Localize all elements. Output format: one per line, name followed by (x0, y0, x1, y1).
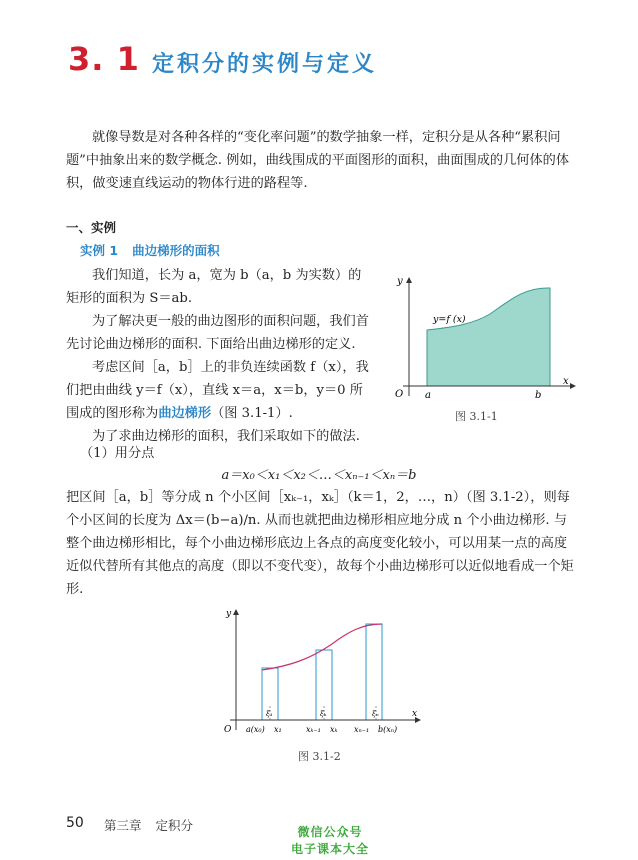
tick-b-xn: b(xₙ) (378, 725, 398, 734)
curve-label: y=f (x) (433, 314, 466, 325)
curve-f (262, 624, 382, 670)
xik-label: ξₖ (320, 710, 327, 718)
partition-formula: a＝x₀＜x₁＜x₂＜…＜xₙ₋₁＜xₙ＝b (221, 468, 417, 483)
tick-xk: xₖ (330, 725, 338, 734)
example-label: 实例 1 (80, 243, 119, 258)
chapter-number: 第三章 (104, 818, 142, 833)
xin-label: ξₙ (372, 710, 379, 718)
paragraph-general: 为了解决更一般的曲边图形的面积问题，我们首先讨论曲边梯形的面积. 下面给出曲边梯形的定义. (66, 314, 369, 352)
tick-xk-1: xₖ₋₁ (306, 725, 321, 734)
intro-paragraph: 就像导数是对各种各样的“变化率问题”的数学抽象一样，定积分是从各种“累积问题”中抽象出来的数学概念. 例如，曲线围成的平面图形的面积，曲面围成的几何体的体积，做变速直线运动的物体行进的路程等. (66, 130, 570, 191)
definition-text: 考虑区间［a，b］上的非负连续函数 f（x），我们把由曲线 y＝f（x），直线 x＝a，x＝b，y＝0 所围成的图形称为 (66, 360, 369, 421)
chapter-footer (104, 816, 207, 834)
x-axis-label: x (412, 709, 418, 719)
b-label: b (535, 390, 542, 401)
paragraph-method: 为了求曲边梯形的面积，我们采取如下的做法. (92, 429, 360, 444)
a-label: a (425, 390, 431, 401)
paragraph-definition (66, 356, 370, 425)
figure-3-1-1 (385, 272, 585, 402)
watermark-line1: 微信公众号 (297, 825, 363, 839)
paragraph-partition: 把区间［a，b］等分成 n 个小区间［xₖ₋₁，xₖ］（k＝1，2，…，n）（图 3.1-2），则每个小区间的长度为 Δx＝(b−a)/n. 从而也就把曲边梯形相应地分成 n 个小曲边梯形. 与整个曲边梯形相比，每个小曲边梯形底边上各点的高度变化较小，可以用某一点的高度近似代替所有其他点的高度（即以不变代变），故每个小曲边梯形可以近似地看成一个矩形. (66, 490, 574, 597)
section-number: 3. 1 (68, 40, 140, 78)
section-title: 定积分的实例与定义 (152, 52, 378, 77)
y-axis-label: y (397, 276, 403, 287)
left-column-text (66, 264, 370, 448)
y-axis-label: y (226, 609, 232, 619)
origin-label: O (395, 389, 404, 400)
curved-trapezoid-area (427, 288, 550, 386)
x-axis-label: x (563, 376, 569, 387)
example-title: 曲边梯形的面积 (132, 243, 220, 258)
figure-3-1-2-caption: 图 3.1-2 (298, 750, 341, 763)
chapter-title: 定积分 (155, 818, 194, 833)
page-number: 50 (66, 815, 84, 831)
definition-ref: （图 3.1-1）. (211, 406, 293, 421)
heading-examples: 一、实例 (66, 220, 117, 235)
figure-3-1-1-caption: 图 3.1-1 (455, 410, 498, 423)
watermark-line2: 电子课本大全 (290, 842, 369, 856)
paragraph-rectangle: 我们知道，长为 a，宽为 b（a，b 为实数）的矩形的面积为 S＝ab. (66, 268, 362, 306)
definition-term: 曲边梯形 (158, 406, 212, 421)
strip-n (366, 624, 382, 720)
tick-a-x0: a(x₀) (246, 725, 265, 734)
tick-xn-1: xₙ₋₁ (354, 725, 370, 734)
step-1: （1）用分点 (80, 446, 155, 461)
tick-x1: x₁ (274, 725, 282, 734)
xi1-label: ξ₁ (266, 710, 273, 718)
origin-label: O (224, 725, 232, 735)
watermark (270, 824, 390, 858)
figure-3-1-2 (220, 604, 430, 744)
example-heading (80, 241, 220, 259)
